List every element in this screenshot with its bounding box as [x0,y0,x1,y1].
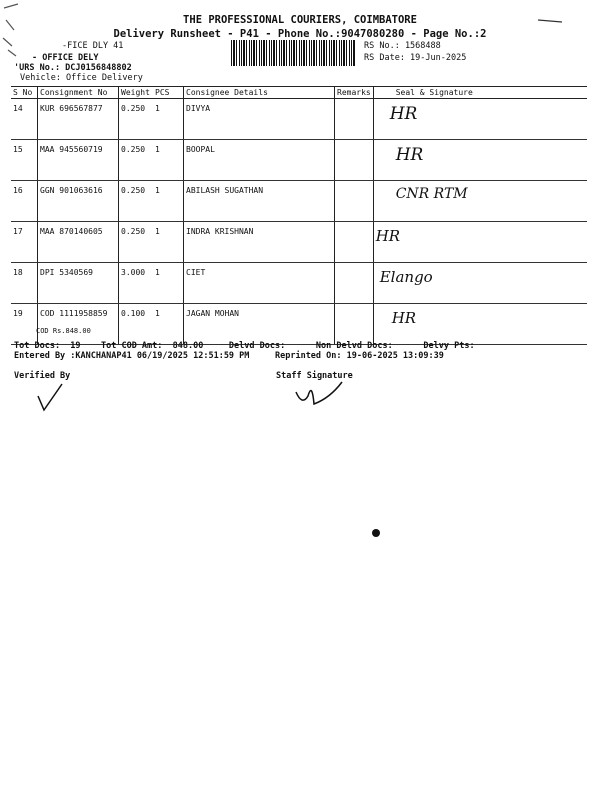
signature-cell [373,181,587,222]
table-row [11,99,587,140]
signature-cell [373,99,587,140]
consignment-no: KUR 696567877 [38,99,119,140]
consignment-no: MAA 870140605 [38,222,119,263]
pcs: 1 [153,304,184,345]
col-signature: Seal & Signature [373,87,587,99]
company-name: THE PROFESSIONAL COURIERS, COIMBATORE [183,14,417,26]
handwritten-signature: HR [375,227,401,245]
weight: 0.250 [119,140,154,181]
signature-cell [373,263,587,304]
runsheet-subtitle: Delivery Runsheet - P41 - Phone No.:9047080280 - Page No.:2 [113,28,487,40]
rs-date: RS Date: 19-Jun-2025 [364,53,467,63]
table-row [11,263,587,304]
pcs: 1 [153,140,184,181]
consignment-no: COD 1111958859 [40,309,108,318]
remarks [335,181,374,222]
rs-number: RS No.: 1568488 [364,41,441,51]
pcs: 1 [153,263,184,304]
remarks [335,263,374,304]
pcs: 1 [153,99,184,140]
consignment-no: MAA 945560719 [38,140,119,181]
weight: 3.000 [119,263,154,304]
drs-number: 'URS No.: DCJ0156848802 [14,63,132,73]
consignee: ABILASH SUGATHAN [184,181,335,222]
weight: 0.250 [119,99,154,140]
consignee: CIET [184,263,335,304]
col-weight: Weight [119,87,154,99]
pcs: 1 [153,222,184,263]
weight: 0.250 [119,181,154,222]
remarks [335,222,374,263]
consignment-no: DPI 5340569 [38,263,119,304]
office-line-2: - OFFICE DELY [32,53,99,63]
col-remarks: Remarks [335,87,374,99]
remarks [335,304,374,345]
weight: 0.250 [119,222,154,263]
vehicle: Vehicle: Office Delivery [20,73,143,83]
col-consignment: Consignment No [38,87,119,99]
signature-cell [373,222,587,263]
handwritten-signature: HR [389,104,418,124]
staff-signature-mark [290,378,350,414]
sno: 15 [11,140,38,181]
handwritten-signature: Elango [379,268,433,286]
weight: 0.100 [119,304,154,345]
consignment-cell [38,304,119,345]
verified-signature-mark [30,380,80,420]
totals-line: Tot Docs: 19 Tot COD Amt: 848.00 Delvd Docs: Non Delvd Docs: Delvy Pts: [14,341,475,351]
remarks [335,140,374,181]
consignee: BOOPAL [184,140,335,181]
sno: 16 [11,181,38,222]
sno: 17 [11,222,38,263]
table-row [11,140,587,181]
sno: 14 [11,99,38,140]
signature-cell [373,304,587,345]
handwritten-signature: CNR RTM [395,186,468,202]
remarks [335,99,374,140]
office-line-1: -FICE DLY 41 [62,41,124,51]
table-row [11,222,587,263]
consignment-no: GGN 901063616 [38,181,119,222]
entered-by-line: Entered By :KANCHANAP41 06/19/2025 12:51:59 PM Reprinted On: 19-06-2025 13:09:39 [14,351,444,361]
consignee: DIVYA [184,99,335,140]
col-consignee: Consignee Details [184,87,335,99]
pcs: 1 [153,181,184,222]
staff-signature-label: Staff Signature [276,371,353,381]
cod-amount: COD Rs.848.00 [36,327,91,335]
sno: 18 [11,263,38,304]
consignee: JAGAN MOHAN [184,304,335,345]
runsheet-table [11,86,587,345]
verified-by-label: Verified By [14,371,71,381]
handwritten-signature: HR [395,145,424,165]
col-pcs: PCS [153,87,184,99]
handwritten-signature: HR [391,309,417,327]
sno: 19 [11,304,38,345]
consignee: INDRA KRISHNAN [184,222,335,263]
signature-cell [373,140,587,181]
table-row [11,304,587,345]
table-row [11,181,587,222]
col-sno: S No [11,87,38,99]
